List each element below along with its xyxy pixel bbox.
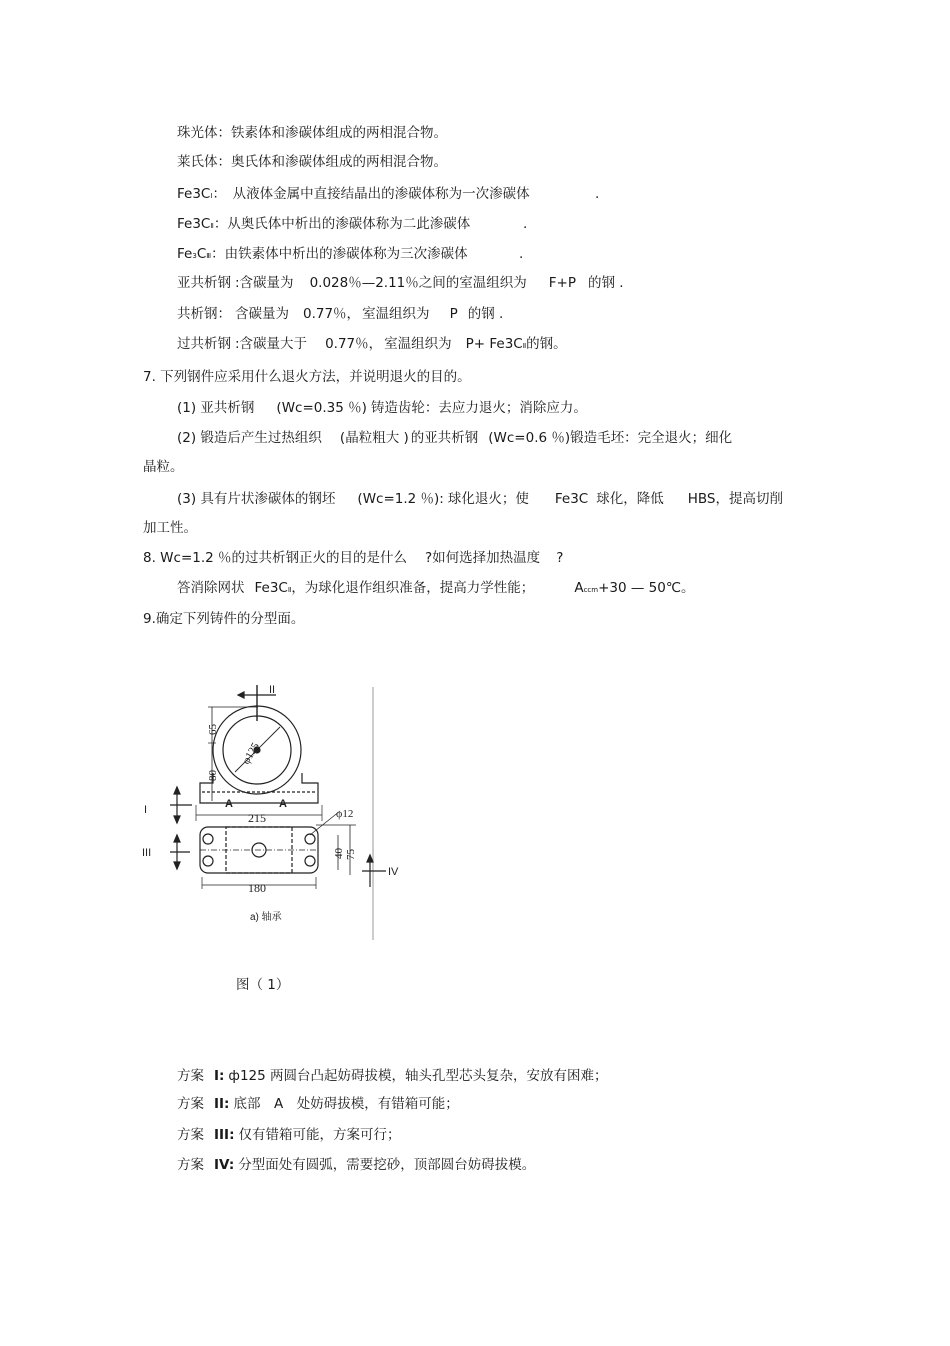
sol2-text: 底部 A 处妨碍拔模，有错箱可能； (233, 1096, 459, 1112)
q8-ans-d: A (574, 580, 584, 596)
q8-ans-sub2: ccm (583, 586, 599, 594)
q8-title-c: ? (556, 550, 564, 566)
hyper-f: 的钢。 (526, 336, 567, 352)
def-ledeburite: 莱氏体：奥氏体和渗碳体组成的两相混合物。 (177, 154, 447, 170)
q7-i3-d: Fe3C (554, 491, 589, 507)
def-hypereutectoid (177, 335, 567, 355)
dim-180: 180 (248, 881, 266, 895)
q8-ans-c: ，为球化退作组织准备，提高力学性能； (291, 580, 535, 596)
hypo-term: 亚共析钢 (177, 275, 231, 291)
fe3c3-end: . (519, 246, 524, 262)
section-label-I: I (144, 804, 148, 816)
hyper-e: P+ Fe3C (465, 336, 523, 352)
fe3c3-c: C (196, 246, 207, 262)
sol1-text: ф125 两圆台凸起妨碍拔模，轴头孔型芯头复杂，安放有困难； (228, 1068, 608, 1084)
q7-i1-b: (Wc=0.35 ％) (276, 400, 367, 416)
figure-caption: 图（ 1） (236, 977, 290, 993)
sol4-label: 方案 (177, 1157, 204, 1173)
dim-65: 65 (207, 724, 219, 735)
q7-i2-d: (Wc=0.6 ％) (488, 430, 571, 446)
q7-item-2-cont: 晶粒。 (143, 459, 184, 475)
fe3c1-prefix: Fe3C (177, 186, 211, 202)
fe3c1-text: ： 从液体金属中直接结晶出的渗碳体称为一次渗碳体 (212, 186, 530, 202)
sol2-label: 方案 (177, 1096, 204, 1112)
fe3c3-sub: Ⅲ (206, 252, 212, 260)
q7-title: 7. 下列钢件应采用什么退火方法，并说明退火的目的。 (143, 369, 471, 385)
fe3c1-end: . (595, 186, 600, 202)
hyper-d: 室温组织为 (384, 336, 452, 352)
q7-i2-e: 锻造毛坯：完全退火；细化 (570, 430, 733, 446)
dim-75: 75 (345, 849, 357, 860)
q7-i3-e: 球化，降低 (596, 491, 664, 507)
q7-i3-c: 球化退火；使 (447, 491, 529, 507)
sol3-text: 仅有错箱可能，方案可行； (238, 1127, 401, 1143)
q7-i3-a: (3) 具有片状渗碳体的钢坯 (177, 491, 336, 507)
q8-ans-b: Fe3C (254, 580, 288, 596)
eut-e: P (449, 306, 458, 322)
q7-i3-b: (Wc=1.2 ％): (357, 491, 444, 507)
hyper-c: 0.77％， (325, 336, 383, 352)
q8-ans-e: +30 — 50℃。 (598, 580, 695, 596)
q8-answer (177, 579, 695, 599)
q8-ans-sub: Ⅱ (287, 586, 292, 594)
fe3c2-prefix: Fe3C (177, 216, 211, 232)
fe3c3-fe: Fe (177, 246, 193, 262)
dim-phi125: φ125 (240, 740, 263, 767)
fe3c1-sub: Ⅰ (210, 192, 213, 200)
q7-i3-f: HBS，提高切削 (687, 491, 783, 507)
q7-item-2 (177, 429, 732, 447)
hyper-term: 过共析钢 (177, 336, 231, 352)
q8-title-a: 8. Wc=1.2 ％的过共析钢正火的目的是什么 (143, 550, 408, 566)
q7-item-3 (177, 490, 783, 508)
sol4-num: IV: (214, 1157, 235, 1173)
dim-40: 40 (333, 848, 345, 859)
eut-b: 含碳量为 (235, 306, 289, 322)
q7-item-3-cont: 加工性。 (143, 520, 197, 536)
q7-i1-a: (1) 亚共析钢 (177, 400, 255, 416)
sol3-label: 方案 (177, 1127, 204, 1143)
dim-215: 215 (248, 811, 266, 825)
section-label-II: II (269, 684, 276, 696)
solution-2 (177, 1095, 459, 1113)
q7-item-1 (177, 399, 587, 417)
section-label-IV: IV (388, 866, 399, 878)
sol4-text: 分型面处有圆弧，需要挖砂，顶部圆台妨碍拔模。 (238, 1157, 536, 1173)
sol3-num: III: (214, 1127, 235, 1143)
hypo-d: F+P (548, 275, 576, 291)
fe3c3-three: 3 (192, 252, 197, 260)
eut-term: 共析钢： (177, 306, 231, 322)
solution-4 (177, 1156, 535, 1174)
hypo-b: :含碳量为 (235, 275, 294, 291)
def-fe3c-3 (177, 245, 524, 265)
fe3c3-text: ：由铁素体中析出的渗碳体称为三次渗碳体 (211, 246, 468, 262)
def-fe3c-1 (177, 185, 600, 205)
q8-title-b: ?如何选择加热温度 (425, 550, 541, 566)
eut-c: 0.77％， (303, 306, 361, 322)
section-label-III: III (142, 847, 152, 859)
def-hypoeutectoid (177, 274, 624, 292)
hypo-c: 0.028％—2.11％之间的室温组织为 (309, 275, 527, 291)
fe3c2-text: ：从奥氏体中析出的渗碳体称为二此渗碳体 (213, 216, 471, 232)
figure-subcaption: a) 轴承 (250, 912, 282, 923)
bearing-drawing (130, 675, 420, 945)
eut-f: 的钢 . (467, 306, 504, 322)
fe3c2-end: . (523, 216, 528, 232)
solution-1 (177, 1067, 608, 1085)
solution-3 (177, 1126, 400, 1144)
q8-title (143, 549, 563, 567)
def-fe3c-2 (177, 215, 528, 235)
eut-d: 室温组织为 (362, 306, 430, 322)
mark-A-left: A (225, 798, 233, 810)
q9-title: 9.确定下列铸件的分型面。 (143, 611, 305, 627)
hyper-b: :含碳量大于 (235, 336, 308, 352)
hypo-e: 的钢 . (588, 275, 624, 291)
mark-A-right: A (279, 798, 287, 810)
hyper-sub: Ⅱ (522, 342, 527, 350)
sol2-num: II: (214, 1096, 230, 1112)
dim-phi12: φ12 (336, 808, 354, 820)
def-pearlite: 珠光体：铁素体和渗碳体组成的两相混合物。 (177, 125, 447, 141)
sol1-num: I: (214, 1068, 225, 1084)
q8-ans-a: 答消除网状 (177, 580, 245, 596)
q7-i2-b: (晶粒粗大 ) (339, 430, 409, 446)
fe3c2-sub: Ⅱ (210, 222, 214, 230)
q7-i2-c: 的亚共析钢 (410, 430, 479, 446)
def-eutectoid (177, 305, 503, 323)
q7-i1-c: 铸造齿轮：去应力退火；消除应力。 (370, 400, 587, 416)
sol1-label: 方案 (177, 1068, 204, 1084)
dim-80: 80 (207, 770, 219, 781)
q7-i2-a: (2) 锻造后产生过热组织 (177, 430, 322, 446)
